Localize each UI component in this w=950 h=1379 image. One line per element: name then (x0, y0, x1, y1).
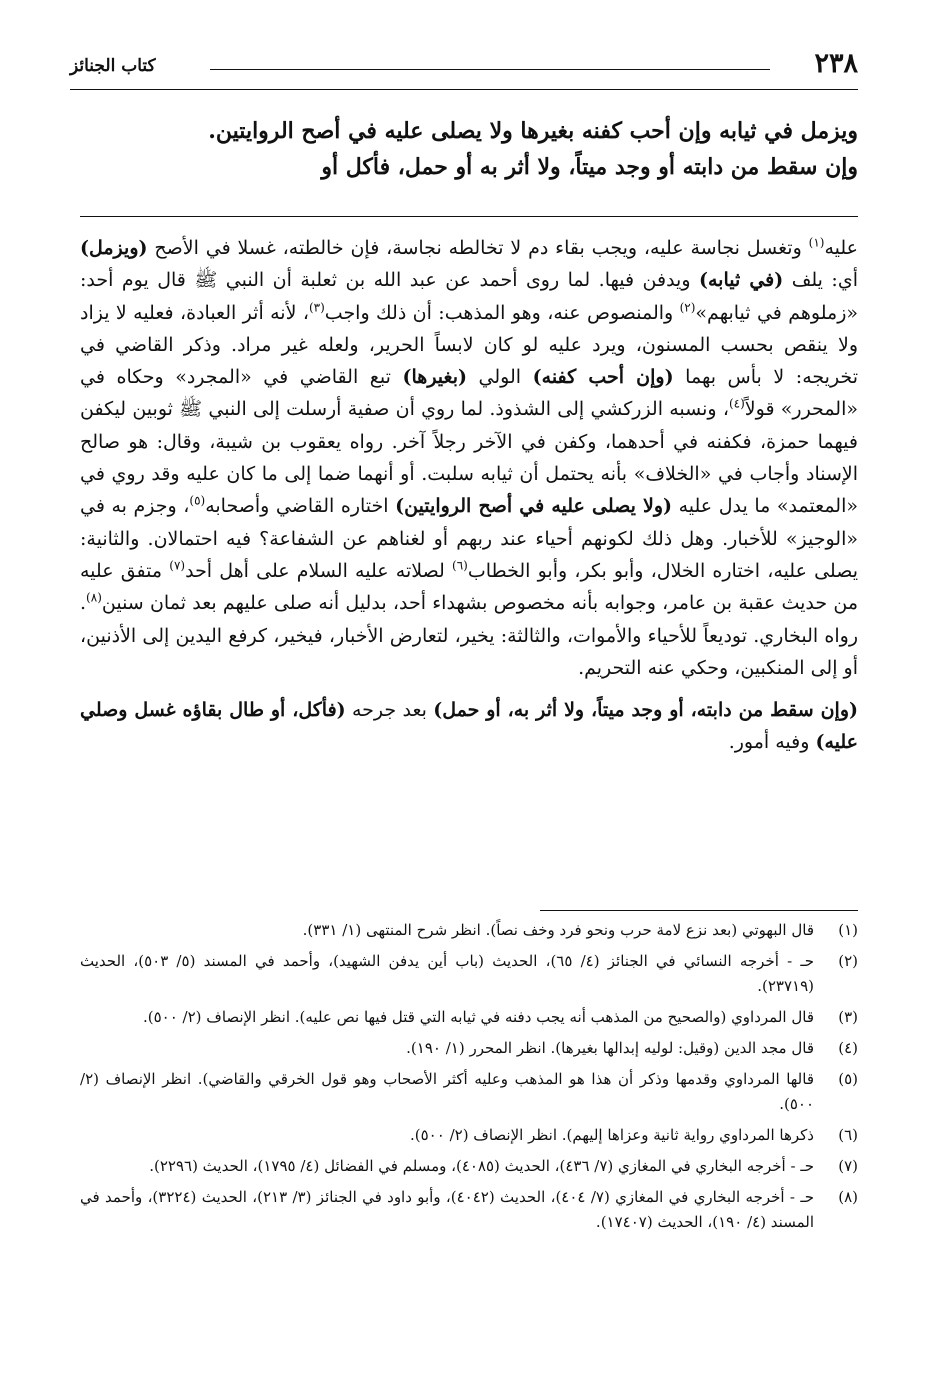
running-title: كتاب الجنائز (70, 56, 156, 76)
footnote-number: (٨) (838, 1188, 858, 1206)
quoted-matn: (بغيرها) (402, 366, 467, 389)
footnote-ref: (٣) (308, 300, 325, 315)
footnote-ref: (٤) (728, 397, 745, 412)
commentary-text (80, 232, 858, 759)
quoted-matn: (ولا يصلى عليه في أصح الروايتين) (395, 495, 673, 518)
footnote (80, 1154, 858, 1179)
footnote-number: (٥) (838, 1070, 858, 1088)
page-header (70, 42, 858, 92)
footnote-number: (١) (838, 921, 858, 939)
quoted-matn: (في ثيابه) (699, 269, 784, 292)
footnote-text: حـ - أخرجه النسائي في الجنائز (٤/ ٦٥)، الحديث (باب أين يدفن الشهيد)، وأحمد في المسند (٥/ ٥٠٣)، الحديث (٢٣٧١٩). (80, 952, 814, 995)
footnote (80, 1036, 858, 1061)
page-number: ٢٣٨ (814, 48, 858, 79)
footnote (80, 1005, 858, 1030)
footnote-text: قال مجد الدين (وقيل: لوليه إبدالها بغيرها). انظر المحرر (١/ ١٩٠). (406, 1039, 814, 1057)
footnote-text: قال المرداوي (والصحيح من المذهب أنه يجب دفنه في ثيابه التي قتل فيها نص عليه). انظر الإنصاف (٢/ ٥٠٠). (142, 1008, 814, 1026)
quoted-matn: (وإن سقط من دابته، أو وجد ميتاً، ولا أثر به، أو حمل) (433, 699, 858, 722)
footnote-number: (٧) (838, 1157, 858, 1175)
header-rule (210, 69, 770, 70)
footnote-text: حـ - أخرجه البخاري في المغازي (٧/ ٤٠٤)، الحديث (٤٠٤٢)، وأبو داود في الجنائز (٣/ ٢١٣)، الحديث (٣٢٢٤)، وأحمد في المسند (٤/ ١٩٠)، الحديث (١٧٤٠٧). (80, 1188, 814, 1231)
quoted-matn: (فأكل، أو طال بقاؤه غسل وصلي عليه) (80, 699, 858, 754)
matn-divider (80, 216, 858, 217)
footnote (80, 1185, 858, 1235)
commentary-paragraph (80, 694, 858, 759)
footnote-number: (٣) (838, 1008, 858, 1026)
footnote-text: ذكرها المرداوي رواية ثانية وعزاها إليهم). انظر الإنصاف (٢/ ٥٠٠). (410, 1126, 814, 1144)
text-run: لصلاته عليه السلام على أهل أحد (185, 559, 453, 582)
footnote-text: قال البهوتي (بعد نزع لامة حرب ونحو فرد وخف نصاً). انظر شرح المنتهى (١/ ٣٣١). (302, 921, 814, 939)
matn-line: وإن سقط من دابته أو وجد ميتاً، ولا أثر به أو حمل، فأكل أو (321, 154, 858, 180)
text-run: . رواه البخاري. توديعاً للأحياء والأموات، والثالثة: يخير، لتعارض الأخبار، فيخير، كرفع اليدين إلى الأذنين، أو إلى المنكبين، وحكي عنه التحريم. (80, 592, 858, 679)
footnote-ref: (١) (808, 235, 825, 250)
footnote-ref: (٦) (452, 558, 468, 573)
text-run: متفق عليه من حديث عقبة بن عامر، وجوابه بأنه مخصوص بشهداء أحد، بدليل أنه صلى عليهم بعد ثمان سنين (80, 559, 858, 615)
footnote (80, 1123, 858, 1148)
text-run: ، وجزم به في «الوجيز» للأخبار. وهل ذلك لكونهم أحياء عند ربهم أو لغناهم عن الشفاعة؟ فيه احتمالان. والثانية: يصلى عليه، اختاره الخلال، وأبو بكر، وأبو الخطاب (80, 495, 858, 582)
commentary-paragraph (80, 232, 858, 684)
text-run: ، لأنه أثر العبادة، فعليه لا يزاد ولا ينقص بحسب المسنون، ويرد عليه لو كان لابساً الحرير، ولعله غير مراد. وذكر القاضي في تخريجه: لا بأس بهما (80, 301, 858, 389)
text-run: ويدفن فيها. لما روى أحمد عن عبد الله بن ثعلبة أن النبي ﷺ قال يوم أحد: «زملوهم في ثيابهم» (80, 269, 858, 324)
matn-line: ويزمل في ثيابه وإن أحب كفنه بغيرها ولا يصلى عليه في أصح الروايتين. (208, 118, 858, 144)
footnote-number: (٤) (838, 1039, 858, 1057)
text-run: والمنصوص عنه، وهو المذهب: أن ذلك واجب (324, 301, 680, 324)
footnote-ref: (٢) (679, 300, 696, 315)
footnotes (80, 918, 858, 1241)
text-run: عليه (824, 237, 858, 259)
text-run: ، ونسبه الزركشي إلى الشذوذ. لما روي أن صفية أرسلت إلى النبي ﷺ ثوبين ليكفن فيهما حمزة، فكفنه في أحدهما، وكفن في الآخر رجلاً آخر. رواه يعقوب بن شيبة، وقال: هو صالح الإسناد وأجاب في «الخلاف» بأنه يحتمل أن ثيابه سلبت. أو أنهما ضما إلى ما كان عليه وقد روي في «المعتمد» ما يدل عليه (80, 398, 858, 518)
header-underline (70, 89, 858, 90)
text-run: بعد جرحه (345, 699, 434, 722)
footnote-ref: (٨) (86, 590, 102, 605)
text-run: تبع القاضي في «المجرد» وحكاه في «المحرر» قولاً (80, 366, 859, 421)
footnote (80, 918, 858, 943)
matn-text (80, 113, 858, 185)
footnote-ref: (٥) (189, 494, 206, 509)
footnote-text: حـ - أخرجه البخاري في المغازي (٧/ ٤٣٦)، الحديث (٤٠٨٥)، ومسلم في الفضائل (٤/ ١٧٩٥)، الحديث (٢٢٩٦). (149, 1157, 814, 1175)
footnote-ref: (٧) (169, 558, 186, 573)
footnote-text: قالها المرداوي وقدمها وذكر أن هذا هو المذهب وعليه أكثر الأصحاب وهو قول الخرقي والقاضي). انظر الإنصاف (٢/ ٥٠٠). (80, 1070, 814, 1113)
text-run: وفيه أمور. (728, 731, 816, 754)
text-run: وتغسل نجاسة عليه، ويجب بقاء دم لا تخالطه نجاسة، فإن خالطته، غسلا في الأصح (147, 237, 809, 259)
footnote-number: (٢) (838, 952, 858, 970)
text-run: اختاره القاضي وأصحابه (205, 495, 396, 518)
footnote (80, 949, 858, 999)
text-run: أي: يلف (783, 269, 858, 292)
quoted-matn: (وإن أحب كفنه) (532, 366, 674, 389)
footnote-divider (540, 910, 858, 911)
quoted-matn: (ويزمل) (80, 237, 148, 259)
footnote (80, 1067, 858, 1117)
text-run: الولي (466, 366, 533, 389)
footnote-number: (٦) (838, 1126, 858, 1144)
